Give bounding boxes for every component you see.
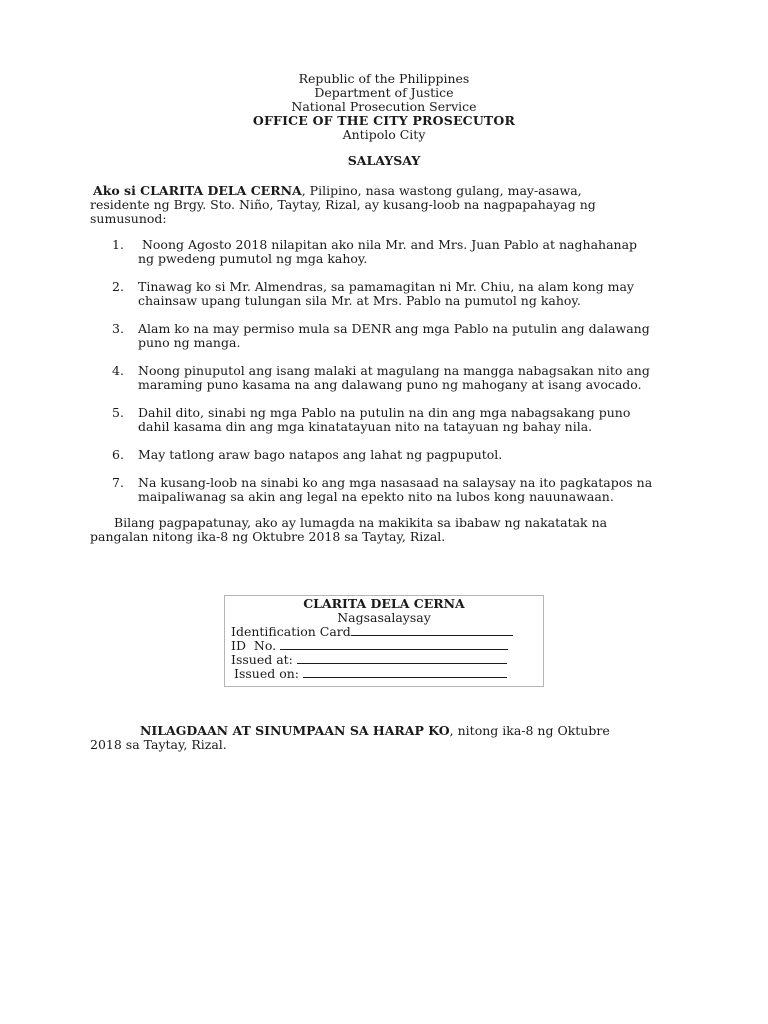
oath-lead: NILAGDAAN AT SINUMPAAN SA HARAP KO — [140, 723, 450, 738]
list-item-number: 7. — [112, 475, 124, 490]
document-title: SALAYSAY — [347, 153, 421, 168]
oath-line-1-rest: , nitong ika-8 ng Oktubre — [449, 723, 610, 738]
list-item-line: Alam ko na may permiso mula sa DENR ang mga Pablo na putulin ang dalawang — [138, 321, 650, 336]
oath-line-2: 2018 sa Taytay, Rizal. — [90, 737, 227, 752]
list-item-line: Tinawag ko si Mr. Almendras, sa pamamagitan ni Mr. Chiu, na alam kong may — [138, 279, 634, 294]
id-no-row — [225, 639, 543, 653]
list-item-line: May tatlong araw bago natapos ang lahat ng pagpuputol. — [138, 447, 503, 462]
list-item-line: Na kusang-loob na sinabi ko ang mga nasasaad na salaysay na ito pagkatapos na — [138, 475, 653, 490]
list-item — [90, 322, 680, 350]
issued-at-blank — [297, 653, 507, 664]
list-item — [90, 406, 680, 434]
signatory-name: CLARITA DELA CERNA — [303, 596, 465, 611]
issued-at-label: Issued at: — [231, 652, 293, 667]
issued-at-row — [225, 653, 543, 667]
list-item-line: dahil kasama din ang mga kinatatayuan nito na tatayuan ng bahay nila. — [138, 419, 593, 434]
closing-line-1: Bilang pagpapatunay, ako ay lumagda na makikita sa ibabaw ng nakatatak na — [114, 515, 608, 530]
issued-on-row — [225, 667, 543, 681]
issued-on-label: Issued on: — [234, 666, 299, 681]
oath-paragraph — [90, 724, 662, 752]
list-item — [90, 280, 680, 308]
closing-line-2: pangalan nitong ika-8 ng Oktubre 2018 sa Taytay, Rizal. — [90, 529, 446, 544]
list-item — [90, 238, 680, 266]
header-republic: Republic of the Philippines — [298, 71, 470, 86]
list-item-line: puno ng manga. — [138, 335, 241, 350]
intro-line-2: residente ng Brgy. Sto. Niño, Taytay, Rizal, ay kusang-loob na nagpapahayag ng — [90, 197, 596, 212]
list-item-line: maipaliwanag sa akin ang legal na epekto nito na lubos kong nauunawaan. — [138, 489, 614, 504]
list-item-number: 6. — [112, 447, 124, 462]
list-item-line: Dahil dito, sinabi ng mga Pablo na putulin na din ang mga nabagsakang puno — [138, 405, 631, 420]
list-item — [90, 364, 680, 392]
affiant-intro-name: Ako si CLARITA DELA CERNA — [93, 183, 302, 198]
list-item-number: 2. — [112, 279, 124, 294]
list-item — [90, 476, 680, 504]
list-item-line: maraming puno kasama na ang dalawang puno ng mahogany at isang avocado. — [138, 377, 642, 392]
id-no-blank — [280, 639, 508, 650]
list-item-line: chainsaw upang tulungan sila Mr. at Mrs. Pablo na pumutol ng kahoy. — [138, 293, 581, 308]
id-card-label: Identification Card — [231, 624, 351, 639]
id-card-blank — [351, 625, 513, 636]
header-department: Department of Justice — [314, 85, 454, 100]
intro-line-3: sumusunod: — [90, 211, 167, 226]
header-city: Antipolo City — [342, 127, 426, 142]
document-header — [0, 72, 768, 142]
intro-paragraph — [90, 184, 650, 226]
list-item-number: 5. — [112, 405, 124, 420]
list-item-number: 1. — [112, 237, 124, 252]
intro-line-1-rest: , Pilipino, nasa wastong gulang, may-asawa, — [301, 183, 582, 198]
signatory-role: Nagsasalaysay — [337, 610, 431, 625]
closing-paragraph — [90, 516, 650, 544]
list-item-number: 3. — [112, 321, 124, 336]
list-item — [90, 448, 680, 462]
list-item-number: 4. — [112, 363, 124, 378]
statement-list — [90, 238, 680, 518]
id-card-row — [225, 625, 543, 639]
header-service: National Prosecution Service — [291, 99, 477, 114]
header-office: OFFICE OF THE CITY PROSECUTOR — [252, 113, 516, 128]
list-item-line: Noong pinuputol ang isang malaki at magulang na mangga nabagsakan nito ang — [138, 363, 650, 378]
signature-box — [224, 595, 544, 687]
list-item-line: Noong Agosto 2018 nilapitan ako nila Mr. and Mrs. Juan Pablo at naghahanap — [138, 237, 638, 252]
issued-on-blank — [303, 667, 507, 678]
id-no-label: ID No. — [231, 638, 277, 653]
list-item-line: ng pwedeng pumutol ng mga kahoy. — [138, 251, 368, 266]
